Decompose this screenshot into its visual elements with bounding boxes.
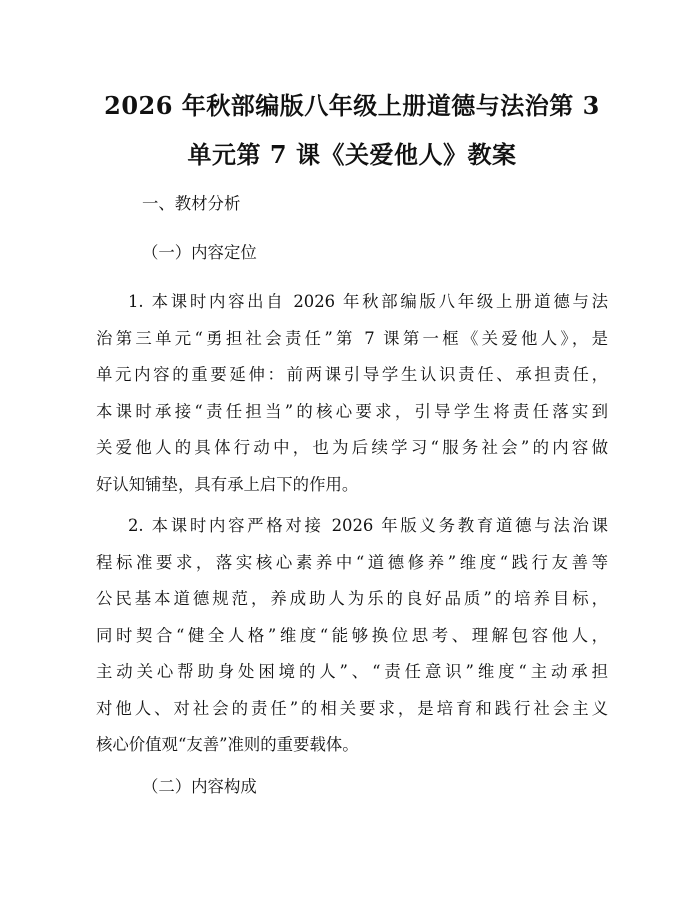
subsection-heading-content-positioning: （一）内容定位 (142, 243, 257, 262)
paragraph-1-line: 关爱他人的具体行动中，也为后续学习“服务社会”的内容做 (96, 438, 608, 457)
document-title-line-1: 2026 年秋部编版八年级上册道德与法治第 3 (104, 91, 600, 120)
paragraph-1-line: 本课时承接“责任担当”的核心要求，引导学生将责任落实到 (96, 401, 608, 421)
paragraph-2 (96, 508, 608, 764)
paragraph-2-line: 对他人、对社会的责任”的相关要求，是培育和践行社会主义 (96, 698, 608, 718)
paragraph-2-line: 2. 本课时内容严格对接 2026 年版义务教育道德与法治课 (128, 516, 608, 535)
paragraph-2-line: 主动关心帮助身处困境的人”、“责任意识”维度“主动承担 (96, 662, 608, 681)
paragraph-1-line: 单元内容的重要延伸：前两课引导学生认识责任、承担责任， (96, 365, 608, 384)
paragraph-1 (96, 284, 608, 503)
document-title-line-2: 单元第 7 课《关爱他人》教案 (187, 140, 517, 169)
subsection-heading-content-composition: （二）内容构成 (142, 777, 257, 796)
paragraph-2-line: 同时契合“健全人格”维度“能够换位思考、理解包容他人， (96, 625, 608, 645)
section-heading-teaching-material-analysis: 一、教材分析 (142, 194, 241, 213)
paragraph-2-line: 程标准要求，落实核心素养中“道德修养”维度“践行友善等 (96, 552, 608, 572)
paragraph-2-line: 公民基本道德规范，养成助人为乐的良好品质”的培养目标， (96, 589, 608, 608)
paragraph-2-line: 核心价值观“友善”准则的重要载体。 (96, 735, 359, 754)
paragraph-1-line: 1. 本课时内容出自 2026 年秋部编版八年级上册道德与法 (128, 292, 608, 311)
paragraph-1-line: 治第三单元“勇担社会责任”第 7 课第一框《关爱他人》，是 (96, 328, 608, 348)
paragraph-1-line: 好认知铺垫，具有承上启下的作用。 (96, 474, 359, 494)
